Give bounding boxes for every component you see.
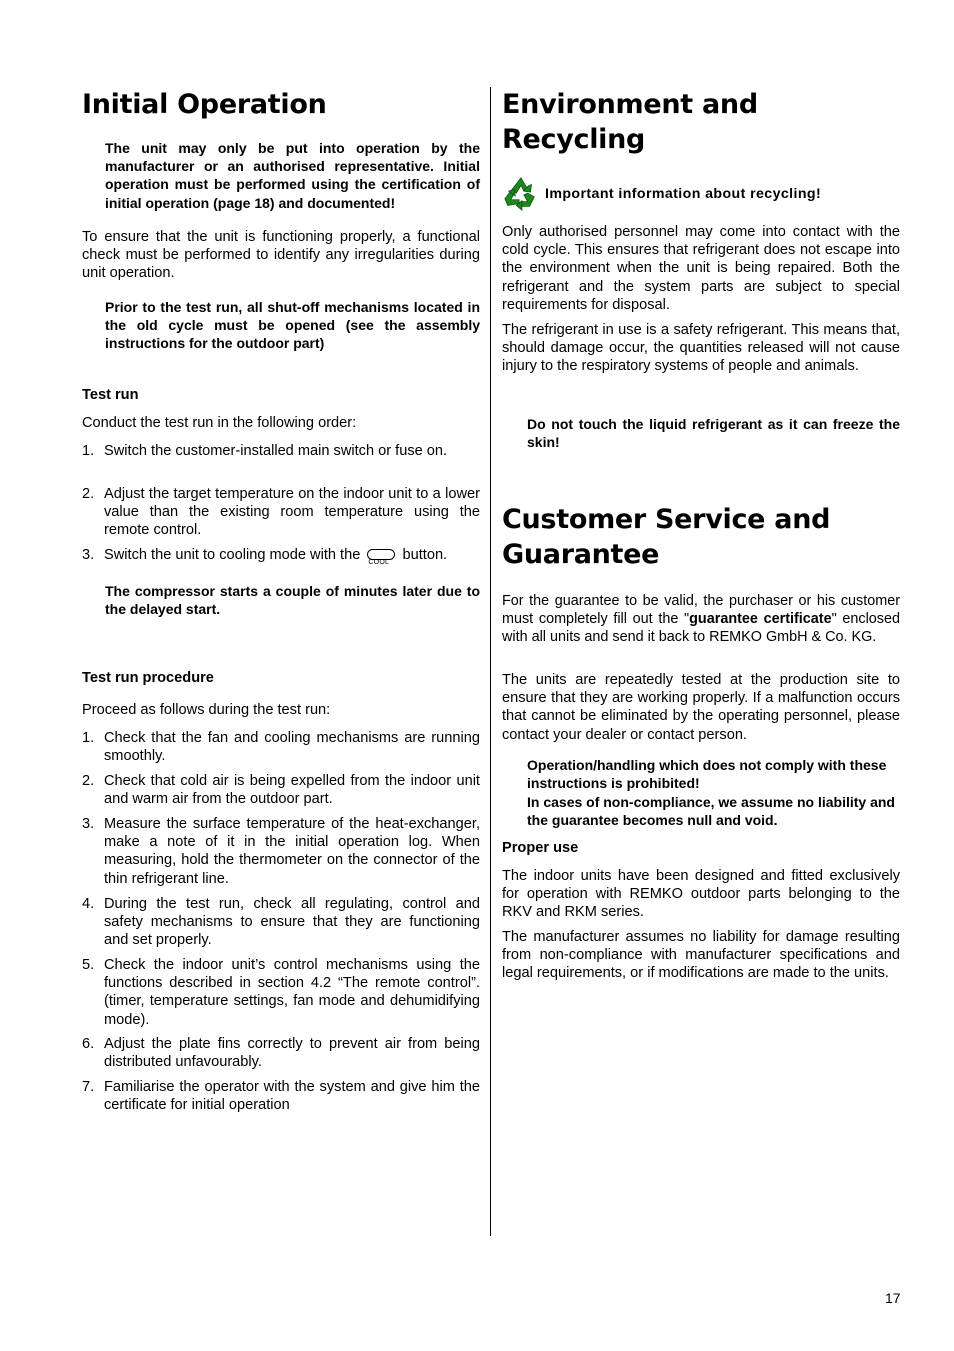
- shut-off-warning: Prior to the test run, all shut-off mechanisms located in the old cycle must be opened (see the assembly instructions for the outdoor part): [105, 299, 480, 352]
- authorised-operation-warning: The unit may only be put into operation by the manufacturer or an authorised representative. Initial operation must be performed using the certification of initial operation (page 18) and documented!: [105, 140, 480, 211]
- environment-paragraph-1: Only authorised personnel may come into contact with the cold cycle. This ensures that refrigerant does not escape into the environment when the unit is being repaired. Both the refrigerant and the system parts are subject to special requirements for disposal.: [502, 224, 900, 313]
- procedure-step-7: 7. Familiarise the operator with the system and give him the certificate for initial operation: [82, 1079, 480, 1114]
- test-run-step-2: 2. Adjust the target temperature on the indoor unit to a lower value than the existing room temperature using the remote control.: [82, 486, 480, 539]
- customer-service-heading-line-2: Guarantee: [502, 539, 660, 570]
- page-number: 17: [885, 1290, 901, 1306]
- environment-recycling-heading-line-2: Recycling: [502, 124, 646, 155]
- proper-use-paragraph-1: The indoor units have been designed and fitted exclusively for operation with REMKO outdoor parts belonging to the RKV and RKM series.: [502, 868, 900, 921]
- procedure-step-2: 2. Check that cold air is being expelled from the indoor unit and warm air from the outdoor part.: [82, 773, 480, 808]
- recycling-notice: Important information about recycling!: [545, 186, 822, 202]
- guarantee-paragraph-2: The units are repeatedly tested at the production site to ensure that they are working properly. If a malfunction occurs that cannot be eliminated by the operating personnel, please contact your dealer or contact person.: [502, 672, 900, 743]
- procedure-step-6: 6. Adjust the plate fins correctly to prevent air from being distributed unfavourably.: [82, 1036, 480, 1071]
- guarantee-paragraph-1: For the guarantee to be valid, the purchaser or his customer must completely fill out the "guarantee certificate" enclosed with all units and send it back to REMKO GmbH & Co. KG.: [502, 593, 901, 646]
- liquid-refrigerant-warning: Do not touch the liquid refrigerant as it can freeze the skin!: [527, 416, 900, 451]
- procedure-step-5: 5. Check the indoor unit’s control mechanisms using the functions described in section 4.2 “The remote control”. (timer, temperature settings, fan mode and dehumidifying mode).: [82, 957, 480, 1028]
- test-run-procedure-heading: Test run procedure: [82, 670, 214, 686]
- compressor-delay-note: The compressor starts a couple of minutes later due to the delayed start.: [105, 583, 480, 618]
- test-run-step-1: 1. Switch the customer-installed main switch or fuse on.: [82, 443, 448, 459]
- column-divider: [490, 87, 491, 1236]
- proper-use-heading: Proper use: [502, 840, 579, 856]
- non-compliance-warning-1: Operation/handling which does not comply with these instructions is prohibited!: [527, 757, 887, 792]
- environment-recycling-heading-line-1: Environment and: [502, 89, 758, 120]
- procedure-step-3: 3. Measure the surface temperature of the heat-exchanger, make a note of it in the initial operation log. When measuring, hold the thermometer on the connector of the thin refrigerant line.: [82, 816, 480, 887]
- procedure-step-1: 1. Check that the fan and cooling mechanisms are running smoothly.: [82, 730, 480, 765]
- functional-check-intro: To ensure that the unit is functioning properly, a functional check must be performed to identify any irregularities during unit operation.: [82, 229, 480, 282]
- cool-button-icon: COOL: [366, 549, 396, 563]
- test-run-procedure-lead: Proceed as follows during the test run:: [82, 702, 331, 718]
- environment-paragraph-2: The refrigerant in use is a safety refrigerant. This means that, should damage occur, the quantities released will not cause injury to the respiratory systems of people and animals.: [502, 322, 900, 375]
- procedure-step-4: 4. During the test run, check all regulating, control and safety mechanisms to ensure that they are functioning and set properly.: [82, 896, 480, 949]
- test-run-step-3: 3. Switch the unit to cooling mode with the COOL button.: [82, 547, 448, 566]
- recycle-icon: [502, 175, 540, 213]
- test-run-heading: Test run: [82, 387, 139, 403]
- test-run-lead: Conduct the test run in the following order:: [82, 415, 357, 431]
- non-compliance-warning-2: In cases of non-compliance, we assume no liability and the guarantee becomes null and void.: [527, 794, 895, 829]
- proper-use-paragraph-2: The manufacturer assumes no liability for damage resulting from non-compliance with manufacturer specifications and legal requirements, or if modifications are made to the units.: [502, 929, 900, 982]
- initial-operation-heading: Initial Operation: [82, 89, 327, 120]
- customer-service-heading-line-1: Customer Service and: [502, 504, 831, 535]
- guarantee-certificate-term: guarantee certificate: [689, 611, 832, 628]
